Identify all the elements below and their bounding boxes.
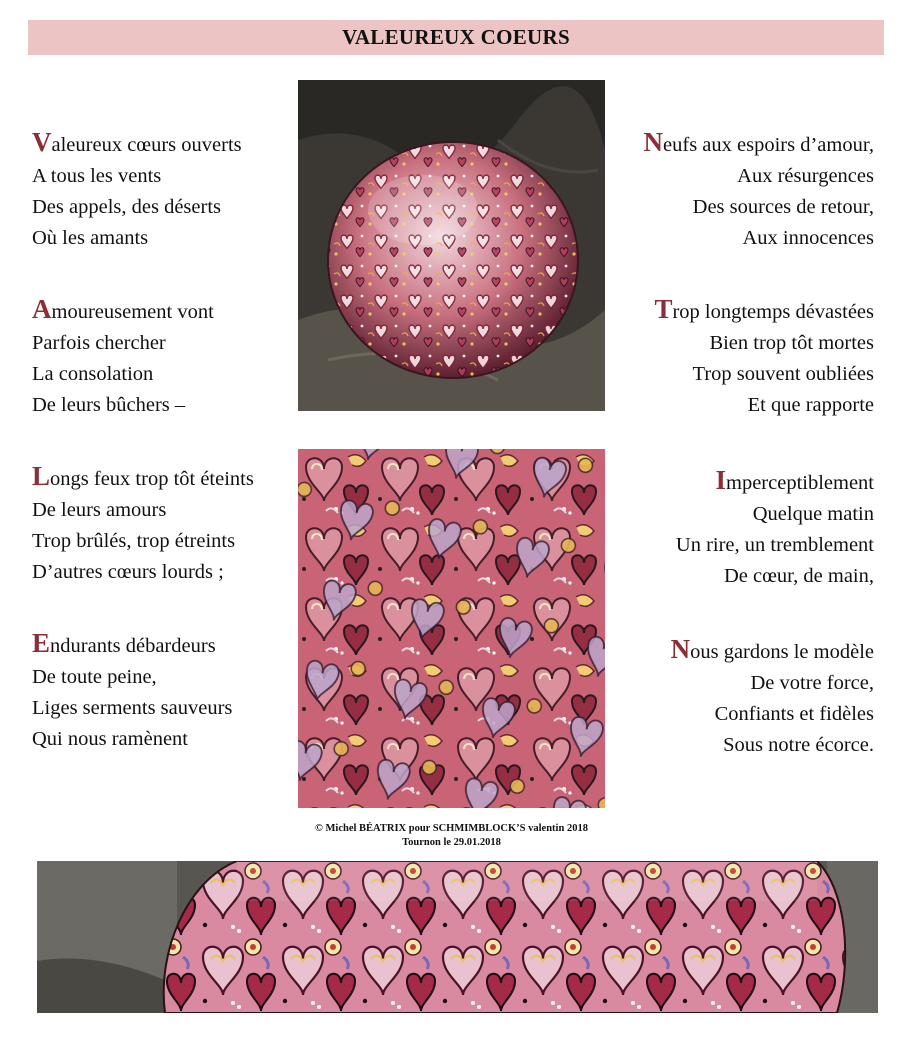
stanza-line: [654, 296, 874, 328]
stone-illustration: [298, 80, 605, 411]
stanza-left-1: [32, 129, 242, 254]
stanza-left-4: [32, 630, 232, 755]
stanza-line: [671, 636, 874, 668]
stanza-line: De leurs bûchers –: [32, 394, 186, 416]
stanza-line: Où les amants: [32, 227, 149, 249]
stanza-line: Aux innocences: [742, 227, 874, 249]
credit-block: [298, 822, 605, 850]
credit-author: © Michel BÉATRIX pour SCHMIMBLOCK’S valentin 2018: [315, 823, 588, 834]
line-text: rop longtemps dévastées: [672, 301, 874, 323]
stanza-line: [32, 630, 232, 662]
stanza-line: Un rire, un tremblement: [675, 534, 874, 556]
title-band: [28, 20, 884, 55]
closeup-illustration: [298, 449, 605, 808]
heart-stone-banner-photo: [37, 861, 878, 1013]
stanza-line: D’autres cœurs lourds ;: [32, 561, 224, 583]
line-text: aleureux cœurs ouverts: [51, 134, 242, 156]
stanza-line: Sous notre écorce.: [723, 734, 874, 756]
heart-painted-stone-photo: [298, 80, 605, 411]
stanza-left-3: [32, 463, 254, 588]
drop-cap: N: [643, 127, 664, 157]
stanza-line: Aux résurgences: [737, 165, 874, 187]
stanza-line: Trop souvent oubliées: [692, 363, 874, 385]
stanza-line: Quelque matin: [752, 503, 874, 525]
stanza-line: Qui nous ramènent: [32, 728, 188, 750]
stanza-line: [676, 467, 874, 499]
line-text: ongs feux trop tôt éteints: [50, 468, 254, 490]
stanza-line: A tous les vents: [32, 165, 162, 187]
stanza-line: [644, 129, 874, 161]
stanza-right-4: [671, 636, 874, 761]
stanza-line: [32, 296, 214, 328]
drop-cap: A: [32, 294, 52, 324]
credit-date: Tournon le 29.01.2018: [402, 837, 501, 848]
stanza-line: De leurs amours: [32, 499, 167, 521]
stanza-left-2: [32, 296, 214, 421]
drop-cap: I: [715, 465, 726, 495]
heart-pattern-closeup-photo: [298, 449, 605, 808]
stanza-line: Des sources de retour,: [692, 196, 874, 218]
drop-cap: T: [654, 294, 673, 324]
stanza-line: La consolation: [32, 363, 154, 385]
stanza-line: Bien trop tôt mortes: [709, 332, 874, 354]
line-text: eufs aux espoirs d’amour,: [663, 134, 874, 156]
drop-cap: E: [32, 628, 51, 658]
stanza-line: [32, 129, 242, 161]
drop-cap: L: [32, 461, 51, 491]
line-text: mperceptiblement: [726, 472, 874, 494]
stanza-right-1: [644, 129, 874, 254]
line-text: moureusement vont: [51, 301, 214, 323]
stanza-line: Des appels, des déserts: [32, 196, 222, 218]
drop-cap: N: [670, 634, 691, 664]
stanza-line: Liges serments sauveurs: [32, 697, 233, 719]
line-text: ndurants débardeurs: [50, 635, 216, 657]
stanza-line: Parfois chercher: [32, 332, 166, 354]
stanza-line: Confiants et fidèles: [714, 703, 874, 725]
line-text: ous gardons le modèle: [690, 641, 874, 663]
stanza-line: Trop brûlés, trop étreints: [32, 530, 236, 552]
poem-title: VALEUREUX COEURS: [342, 25, 570, 49]
stanza-right-2: [654, 296, 874, 421]
stanza-right-3: [676, 467, 874, 592]
banner-illustration: [37, 861, 878, 1013]
stanza-line: De votre force,: [750, 672, 874, 694]
stanza-line: Et que rapporte: [747, 394, 874, 416]
stanza-line: De cœur, de main,: [723, 565, 874, 587]
stanza-line: De toute peine,: [32, 666, 157, 688]
stanza-line: [32, 463, 254, 495]
drop-cap: V: [32, 127, 52, 157]
